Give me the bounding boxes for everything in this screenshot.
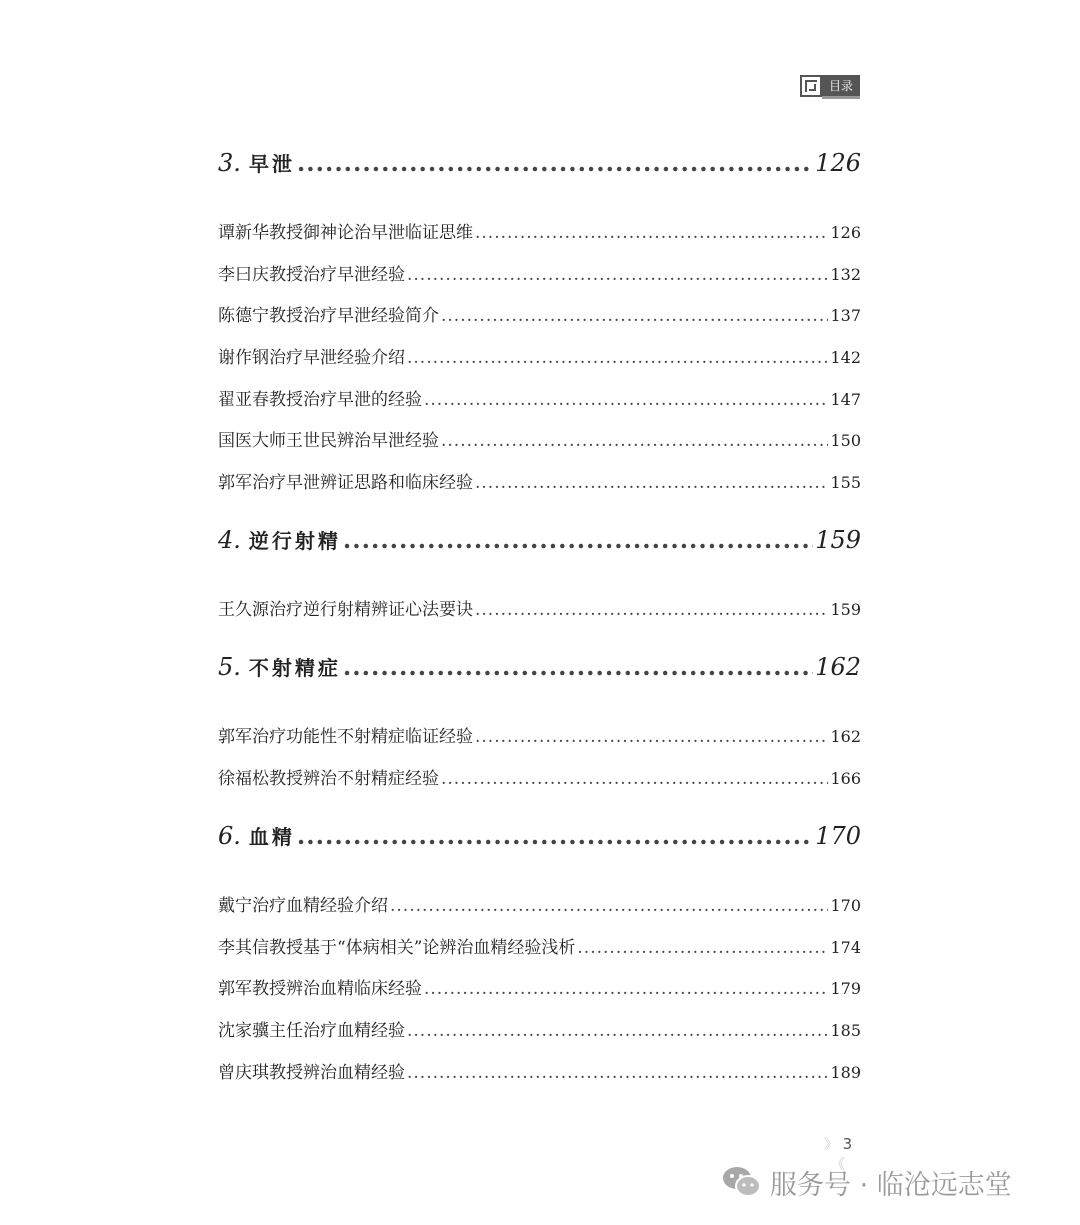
- entry-page: 166: [830, 769, 861, 788]
- entry-page: 174: [830, 938, 861, 957]
- page-number-value: 3: [842, 1135, 853, 1153]
- entry-title: 李曰庆教授治疗早泄经验: [218, 265, 405, 285]
- chapter-number: 6.: [218, 822, 241, 850]
- toc-entry[interactable]: [218, 260, 861, 284]
- chapter-title: [218, 525, 341, 554]
- entry-page: 132: [830, 265, 861, 284]
- watermark: [722, 1162, 1012, 1202]
- entry-page: 189: [830, 1063, 861, 1082]
- chapter-name: 不射精症: [248, 656, 341, 680]
- chapter-number: 5.: [218, 653, 241, 681]
- dot-leader: [475, 473, 828, 493]
- chapter-page: 162: [815, 653, 861, 681]
- chapter-page: 170: [815, 822, 861, 850]
- entry-page: 185: [830, 1021, 861, 1040]
- dot-leader: [441, 306, 828, 326]
- toc-chapter[interactable]: [218, 652, 861, 682]
- dot-leader: [441, 431, 828, 451]
- toc-entry[interactable]: [218, 764, 861, 788]
- entry-title: 戴宁治疗血精经验介绍: [218, 896, 388, 916]
- chapter-number: 3.: [218, 149, 241, 177]
- toc-entry[interactable]: [218, 218, 861, 242]
- toc-entry[interactable]: [218, 301, 861, 325]
- toc-chapter[interactable]: [218, 821, 861, 851]
- entry-title: 郭军教授辨治血精临床经验: [218, 979, 422, 999]
- fret-spiral-icon: [800, 75, 822, 97]
- entry-page: 147: [830, 390, 861, 409]
- entry-page: 159: [830, 600, 861, 619]
- toc-entry[interactable]: [218, 933, 861, 957]
- dot-leader: [424, 979, 828, 999]
- dot-leader: [407, 1021, 828, 1041]
- chapter-title: [218, 821, 295, 850]
- dot-leader: [297, 821, 813, 850]
- dot-leader: [475, 600, 828, 620]
- entry-title: 李其信教授基于“体病相关”论辨治血精经验浅析: [218, 938, 576, 958]
- chapter-page: 126: [815, 149, 861, 177]
- toc-chapter[interactable]: [218, 148, 861, 178]
- chapter-title: [218, 652, 341, 681]
- dot-leader: [297, 148, 813, 177]
- chapter-page: 159: [815, 526, 861, 554]
- entry-page: 155: [830, 473, 861, 492]
- toc-entry[interactable]: [218, 722, 861, 746]
- entry-page: 150: [830, 431, 861, 450]
- chapter-name: 血精: [248, 825, 295, 849]
- dot-leader: [424, 390, 828, 410]
- entry-page: 170: [830, 896, 861, 915]
- entry-title: 王久源治疗逆行射精辨证心法要诀: [218, 600, 473, 620]
- entry-title: 徐福松教授辨治不射精症经验: [218, 769, 439, 789]
- toc-entry[interactable]: [218, 385, 861, 409]
- entry-title: 郭军治疗早泄辨证思路和临床经验: [218, 473, 473, 493]
- dot-leader: [343, 525, 813, 554]
- toc-entry[interactable]: [218, 343, 861, 367]
- right-bracket-ornament: 《: [831, 1157, 845, 1173]
- toc-entry[interactable]: [218, 468, 861, 492]
- toc-entry[interactable]: [218, 1016, 861, 1040]
- toc-entry[interactable]: [218, 974, 861, 998]
- dot-leader: [343, 652, 813, 681]
- toc-entry[interactable]: [218, 891, 861, 915]
- entry-page: 142: [830, 348, 861, 367]
- chapter-title: [218, 148, 295, 177]
- dot-leader: [407, 265, 828, 285]
- chapter-number: 4.: [218, 526, 241, 554]
- chapter-name: 逆行射精: [248, 529, 341, 553]
- dot-leader: [441, 769, 828, 789]
- left-bracket-ornament: 》: [823, 1137, 838, 1153]
- entry-title: 郭军治疗功能性不射精症临证经验: [218, 727, 473, 747]
- dot-leader: [390, 896, 828, 916]
- toc-entry[interactable]: [218, 595, 861, 619]
- entry-page: 126: [830, 223, 861, 242]
- entry-title: 国医大师王世民辨治早泄经验: [218, 431, 439, 451]
- dot-leader: [407, 348, 828, 368]
- dot-leader: [475, 727, 828, 747]
- toc-entry[interactable]: [218, 426, 861, 450]
- entry-page: 162: [830, 727, 861, 746]
- dot-leader: [577, 938, 828, 958]
- entry-title: 陈德宁教授治疗早泄经验简介: [218, 306, 439, 326]
- entry-title: 谭新华教授御神论治早泄临证思维: [218, 223, 473, 243]
- toc-entry[interactable]: [218, 1058, 861, 1082]
- entry-title: 沈家骥主任治疗血精经验: [218, 1021, 405, 1041]
- section-badge: [800, 75, 860, 99]
- dot-leader: [475, 223, 828, 243]
- badge-label: 目录: [822, 75, 860, 99]
- entry-title: 曾庆琪教授辨治血精经验: [218, 1063, 405, 1083]
- entry-page: 179: [830, 979, 861, 998]
- entry-page: 137: [830, 306, 861, 325]
- toc-chapter[interactable]: [218, 525, 861, 555]
- entry-title: 谢作钢治疗早泄经验介绍: [218, 348, 405, 368]
- chapter-name: 早泄: [248, 152, 295, 176]
- entry-title: 翟亚春教授治疗早泄的经验: [218, 390, 422, 410]
- watermark-text: 服务号 · 临沧远志堂: [770, 1169, 1012, 1201]
- wechat-icon: [722, 1165, 762, 1199]
- dot-leader: [407, 1063, 828, 1083]
